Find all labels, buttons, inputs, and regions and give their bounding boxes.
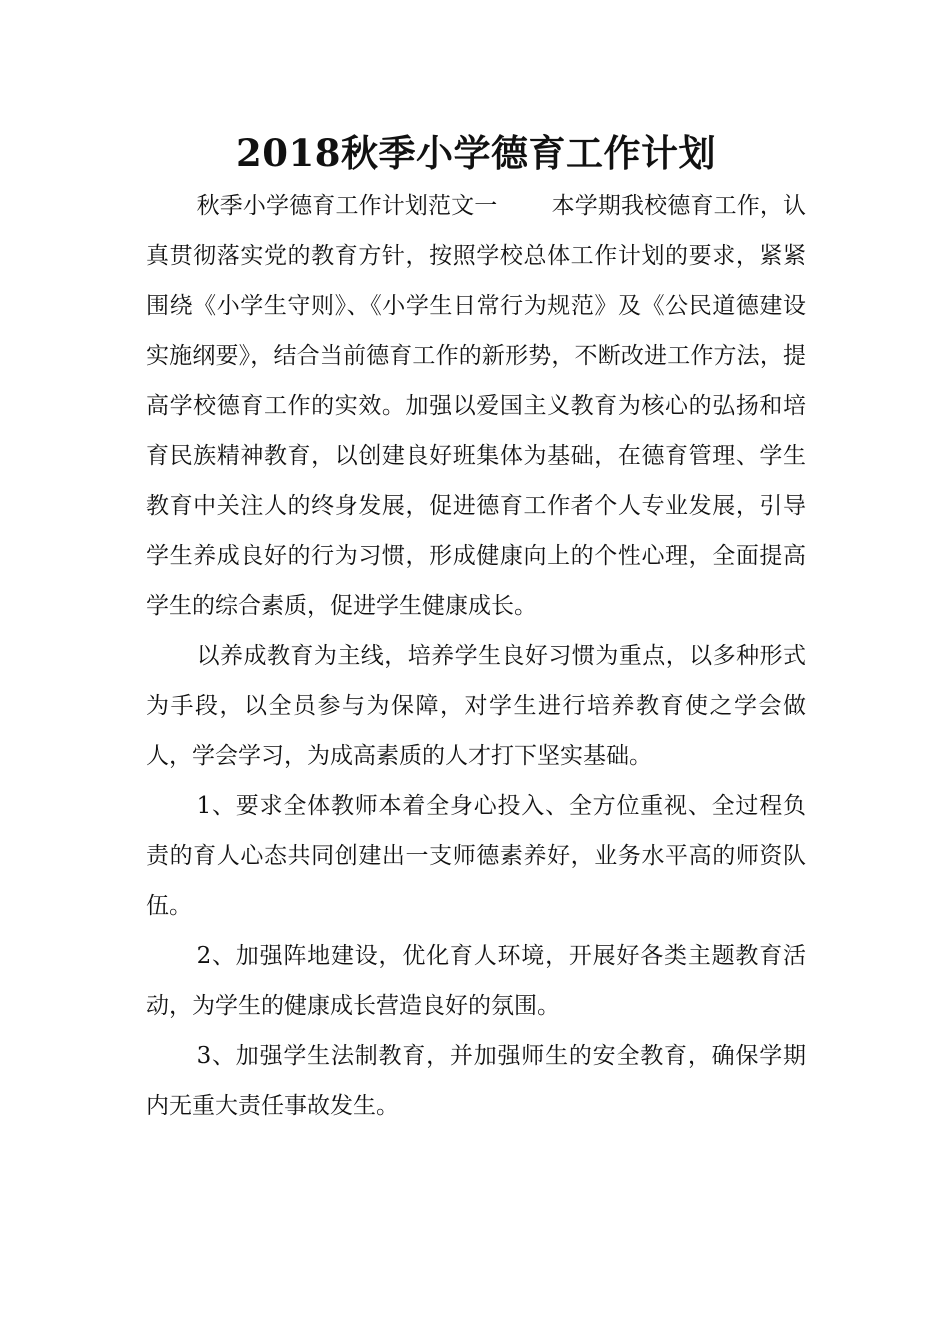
paragraph-1-text: 本学期我校德育工作，认真贯彻落实党的教育方针，按照学校总体工作计划的要求，紧紧围绕《小学生守则》、《小学生日常行为规范》及《公民道德建设实施纲要》，结合当前德育工作的新形势，不断改进工作方法，提高学校德育工作的实效。加强以爱国主义教育为核心的弘扬和培育民族精神教育，以创建良好班集体为基础，在德育管理、学生教育中关注人的终身发展，促进德育工作者个人专业发展，引导学生养成良好的行为习惯，形成健康向上的个性心理，全面提高学生的综合素质，促进学生健康成长。 xyxy=(146,193,807,619)
paragraph-3: 1、要求全体教师本着全身心投入、全方位重视、全过程负责的育人心态共同创建出一支师德素养好，业务水平高的师资队伍。 xyxy=(146,793,806,919)
document-title: 2018秋季小学德育工作计划 xyxy=(236,131,716,175)
paragraph-2: 以养成教育为主线，培养学生良好习惯为重点，以多种形式为手段，以全员参与为保障，对学生进行培养教育使之学会做人，学会学习，为成高素质的人才打下坚实基础。 xyxy=(146,643,806,769)
document-page xyxy=(146,128,806,1131)
paragraph-4: 2、加强阵地建设，优化育人环境，开展好各类主题教育活动，为学生的健康成长营造良好的氛围。 xyxy=(146,943,806,1019)
paragraph-5: 3、加强学生法制教育，并加强师生的安全教育，确保学期内无重大责任事故发生。 xyxy=(146,1043,806,1119)
paragraph-1 xyxy=(146,181,806,631)
intro-heading: 秋季小学德育工作计划范文一 xyxy=(196,193,498,219)
